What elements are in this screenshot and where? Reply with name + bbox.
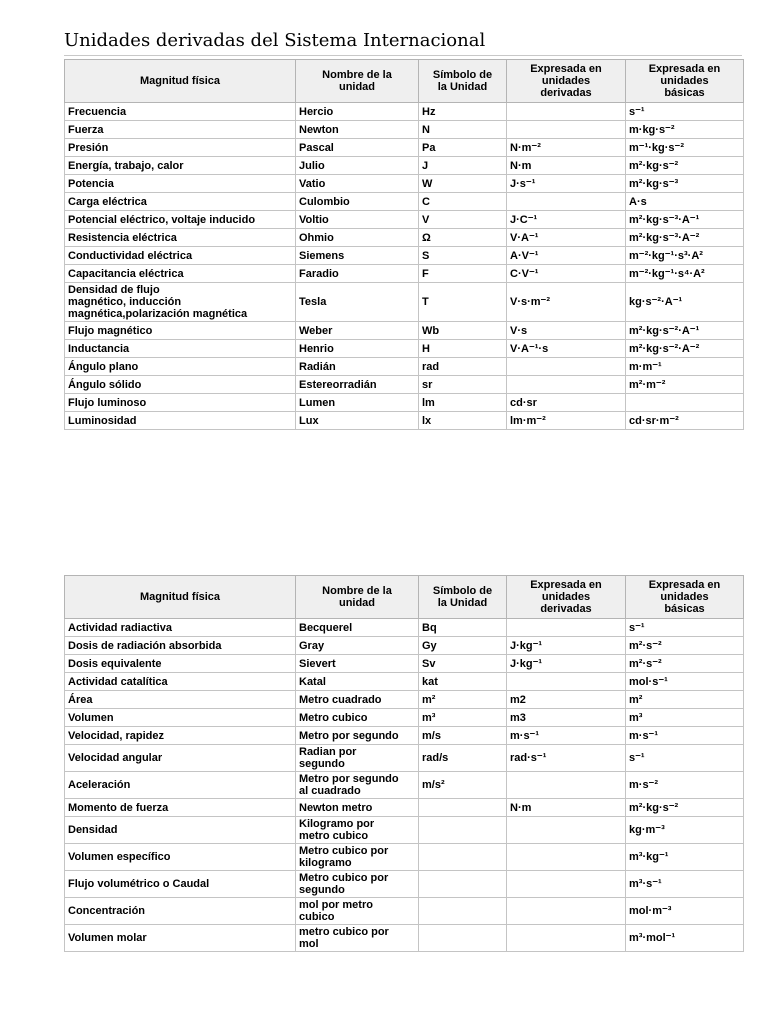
cell-derivadas (507, 619, 626, 637)
cell-nombre: Pascal (296, 139, 419, 157)
cell-simbolo: lx (419, 412, 507, 430)
cell-basicas: mol·m⁻³ (626, 898, 744, 925)
cell-derivadas: N·m⁻² (507, 139, 626, 157)
table-row (65, 709, 744, 727)
cell-derivadas: J·kg⁻¹ (507, 637, 626, 655)
cell-simbolo: rad/s (419, 745, 507, 772)
cell-basicas: s⁻¹ (626, 619, 744, 637)
cell-derivadas: m2 (507, 691, 626, 709)
cell-derivadas: N·m (507, 799, 626, 817)
cell-basicas: m²·kg·s⁻³ (626, 175, 744, 193)
cell-basicas: m²·kg·s⁻² (626, 157, 744, 175)
header-basicas (626, 576, 744, 619)
cell-basicas: cd·sr·m⁻² (626, 412, 744, 430)
header-basicas (626, 60, 744, 103)
cell-basicas: m²·s⁻² (626, 655, 744, 673)
cell-derivadas (507, 673, 626, 691)
cell-magnitud: Presión (65, 139, 296, 157)
cell-magnitud: Potencial eléctrico, voltaje inducido (65, 211, 296, 229)
cell-magnitud: Carga eléctrica (65, 193, 296, 211)
cell-simbolo: m/s² (419, 772, 507, 799)
table-header-row (65, 60, 744, 103)
header-nombre (296, 576, 419, 619)
table-row (65, 925, 744, 952)
table-row (65, 376, 744, 394)
cell-derivadas (507, 103, 626, 121)
cell-basicas: m·m⁻¹ (626, 358, 744, 376)
document-title: Unidades derivadas del Sistema Internacional (64, 30, 486, 51)
cell-magnitud: Flujo magnético (65, 322, 296, 340)
header-simbolo (419, 576, 507, 619)
header-label: Nombre de la unidad (322, 69, 392, 93)
cell-magnitud: Dosis equivalente (65, 655, 296, 673)
cell-nombre: Radian por segundo (296, 745, 419, 772)
cell-basicas: mol·s⁻¹ (626, 673, 744, 691)
cell-derivadas (507, 376, 626, 394)
cell-magnitud: Volumen (65, 709, 296, 727)
cell-basicas (626, 394, 744, 412)
cell-derivadas: V·s (507, 322, 626, 340)
cell-simbolo (419, 925, 507, 952)
cell-derivadas (507, 772, 626, 799)
cell-simbolo: H (419, 340, 507, 358)
header-label: Expresada en unidades derivadas (530, 579, 602, 615)
table-row (65, 394, 744, 412)
cell-magnitud: Potencia (65, 175, 296, 193)
cell-nombre: Ohmio (296, 229, 419, 247)
cell-derivadas: m3 (507, 709, 626, 727)
cell-derivadas (507, 898, 626, 925)
table-row (65, 322, 744, 340)
cell-nombre: Tesla (296, 283, 419, 322)
cell-magnitud: Fuerza (65, 121, 296, 139)
header-label: Expresada en unidades básicas (648, 579, 721, 615)
cell-simbolo: T (419, 283, 507, 322)
header-label: Símbolo de la Unidad (432, 69, 493, 93)
cell-nombre: Lumen (296, 394, 419, 412)
cell-simbolo: lm (419, 394, 507, 412)
cell-basicas: m²·m⁻² (626, 376, 744, 394)
cell-basicas: m²·kg·s⁻³·A⁻¹ (626, 211, 744, 229)
table-row (65, 898, 744, 925)
table-row (65, 193, 744, 211)
cell-simbolo: F (419, 265, 507, 283)
cell-simbolo: J (419, 157, 507, 175)
table-row (65, 211, 744, 229)
cell-basicas: s⁻¹ (626, 103, 744, 121)
table-header-row (65, 576, 744, 619)
derived-units-table-1 (64, 59, 744, 430)
cell-nombre: Newton metro (296, 799, 419, 817)
cell-derivadas: A·V⁻¹ (507, 247, 626, 265)
cell-magnitud: Actividad catalítica (65, 673, 296, 691)
cell-derivadas (507, 121, 626, 139)
cell-nombre: Radián (296, 358, 419, 376)
cell-nombre: Becquerel (296, 619, 419, 637)
cell-simbolo: Hz (419, 103, 507, 121)
cell-simbolo: Bq (419, 619, 507, 637)
table-row (65, 799, 744, 817)
cell-nombre: Culombio (296, 193, 419, 211)
cell-nombre: Voltio (296, 211, 419, 229)
cell-simbolo: Sv (419, 655, 507, 673)
cell-nombre: Katal (296, 673, 419, 691)
cell-basicas: m³ (626, 709, 744, 727)
cell-magnitud: Densidad de flujo magnético, inducción magnética,polarización magnética (65, 283, 296, 322)
table-row (65, 871, 744, 898)
table-row (65, 412, 744, 430)
cell-derivadas: V·A⁻¹ (507, 229, 626, 247)
cell-derivadas: J·kg⁻¹ (507, 655, 626, 673)
table-row (65, 229, 744, 247)
cell-basicas: m·s⁻¹ (626, 727, 744, 745)
cell-magnitud: Concentración (65, 898, 296, 925)
cell-basicas: m·s⁻² (626, 772, 744, 799)
cell-simbolo: m³ (419, 709, 507, 727)
cell-nombre: Metro por segundo al cuadrado (296, 772, 419, 799)
cell-magnitud: Momento de fuerza (65, 799, 296, 817)
cell-basicas: m⁻²·kg⁻¹·s³·A² (626, 247, 744, 265)
cell-nombre: Sievert (296, 655, 419, 673)
cell-derivadas: C·V⁻¹ (507, 265, 626, 283)
cell-simbolo: V (419, 211, 507, 229)
cell-magnitud: Densidad (65, 817, 296, 844)
cell-magnitud: Actividad radiactiva (65, 619, 296, 637)
cell-magnitud: Capacitancia eléctrica (65, 265, 296, 283)
cell-derivadas: J·C⁻¹ (507, 211, 626, 229)
cell-derivadas: m·s⁻¹ (507, 727, 626, 745)
cell-basicas: m²·kg·s⁻²·A⁻² (626, 340, 744, 358)
table-row (65, 157, 744, 175)
cell-simbolo: m/s (419, 727, 507, 745)
cell-nombre: Metro por segundo (296, 727, 419, 745)
cell-simbolo: kat (419, 673, 507, 691)
cell-magnitud: Velocidad, rapidez (65, 727, 296, 745)
cell-magnitud: Resistencia eléctrica (65, 229, 296, 247)
cell-nombre: Gray (296, 637, 419, 655)
cell-nombre: Vatio (296, 175, 419, 193)
table-row (65, 772, 744, 799)
cell-basicas: s⁻¹ (626, 745, 744, 772)
cell-derivadas (507, 817, 626, 844)
header-label: Símbolo de la Unidad (432, 585, 493, 609)
cell-magnitud: Energía, trabajo, calor (65, 157, 296, 175)
header-label: Magnitud física (139, 591, 221, 603)
title-divider (64, 55, 742, 56)
cell-simbolo: S (419, 247, 507, 265)
cell-basicas: m·kg·s⁻² (626, 121, 744, 139)
cell-simbolo: sr (419, 376, 507, 394)
cell-derivadas: V·s·m⁻² (507, 283, 626, 322)
cell-nombre: Faradio (296, 265, 419, 283)
derived-units-table-2 (64, 575, 744, 952)
cell-basicas: m² (626, 691, 744, 709)
table-row (65, 358, 744, 376)
header-label: Magnitud física (139, 75, 221, 87)
cell-simbolo (419, 817, 507, 844)
header-magnitud (65, 60, 296, 103)
cell-magnitud: Frecuencia (65, 103, 296, 121)
cell-simbolo: W (419, 175, 507, 193)
cell-basicas: A·s (626, 193, 744, 211)
cell-derivadas: rad·s⁻¹ (507, 745, 626, 772)
header-label: Expresada en unidades básicas (648, 63, 721, 99)
cell-derivadas (507, 925, 626, 952)
cell-derivadas: cd·sr (507, 394, 626, 412)
cell-basicas: kg·m⁻³ (626, 817, 744, 844)
cell-simbolo: Gy (419, 637, 507, 655)
table-row (65, 283, 744, 322)
cell-simbolo: C (419, 193, 507, 211)
cell-nombre: Julio (296, 157, 419, 175)
cell-magnitud: Ángulo plano (65, 358, 296, 376)
cell-magnitud: Flujo volumétrico o Caudal (65, 871, 296, 898)
cell-simbolo: Pa (419, 139, 507, 157)
header-derivadas (507, 576, 626, 619)
table-row (65, 637, 744, 655)
cell-nombre: Lux (296, 412, 419, 430)
cell-nombre: Kilogramo por metro cubico (296, 817, 419, 844)
cell-simbolo: Ω (419, 229, 507, 247)
cell-simbolo: Wb (419, 322, 507, 340)
cell-basicas: m²·kg·s⁻³·A⁻² (626, 229, 744, 247)
cell-basicas: m²·kg·s⁻² (626, 799, 744, 817)
cell-nombre: mol por metro cubico (296, 898, 419, 925)
cell-nombre: Metro cubico por kilogramo (296, 844, 419, 871)
cell-nombre: Metro cubico por segundo (296, 871, 419, 898)
header-label: Nombre de la unidad (322, 585, 392, 609)
cell-magnitud: Inductancia (65, 340, 296, 358)
cell-simbolo (419, 871, 507, 898)
cell-magnitud: Luminosidad (65, 412, 296, 430)
table-row (65, 727, 744, 745)
cell-basicas: m³·kg⁻¹ (626, 844, 744, 871)
cell-derivadas (507, 844, 626, 871)
header-derivadas (507, 60, 626, 103)
table-row (65, 340, 744, 358)
cell-basicas: m⁻²·kg⁻¹·s⁴·A² (626, 265, 744, 283)
header-simbolo (419, 60, 507, 103)
cell-derivadas (507, 871, 626, 898)
cell-nombre: Henrio (296, 340, 419, 358)
table-row (65, 175, 744, 193)
table-row (65, 844, 744, 871)
cell-simbolo: N (419, 121, 507, 139)
cell-derivadas: lm·m⁻² (507, 412, 626, 430)
cell-basicas: m²·kg·s⁻²·A⁻¹ (626, 322, 744, 340)
header-nombre (296, 60, 419, 103)
table-row (65, 691, 744, 709)
cell-basicas: kg·s⁻²·A⁻¹ (626, 283, 744, 322)
table-row (65, 817, 744, 844)
table-row (65, 103, 744, 121)
table-row (65, 619, 744, 637)
cell-magnitud: Ángulo sólido (65, 376, 296, 394)
cell-simbolo (419, 898, 507, 925)
cell-derivadas (507, 358, 626, 376)
cell-nombre: Metro cubico (296, 709, 419, 727)
cell-basicas: m²·s⁻² (626, 637, 744, 655)
cell-basicas: m³·s⁻¹ (626, 871, 744, 898)
header-magnitud (65, 576, 296, 619)
cell-magnitud: Conductividad eléctrica (65, 247, 296, 265)
cell-derivadas: V·A⁻¹·s (507, 340, 626, 358)
cell-basicas: m⁻¹·kg·s⁻² (626, 139, 744, 157)
cell-nombre: Weber (296, 322, 419, 340)
cell-nombre: Newton (296, 121, 419, 139)
cell-basicas: m³·mol⁻¹ (626, 925, 744, 952)
cell-simbolo: m² (419, 691, 507, 709)
cell-magnitud: Velocidad angular (65, 745, 296, 772)
cell-magnitud: Aceleración (65, 772, 296, 799)
cell-derivadas (507, 193, 626, 211)
table-row (65, 121, 744, 139)
cell-derivadas: N·m (507, 157, 626, 175)
table-row (65, 655, 744, 673)
cell-nombre: Hercio (296, 103, 419, 121)
cell-derivadas: J·s⁻¹ (507, 175, 626, 193)
table-row (65, 745, 744, 772)
cell-nombre: Metro cuadrado (296, 691, 419, 709)
cell-magnitud: Volumen molar (65, 925, 296, 952)
table-row (65, 673, 744, 691)
cell-magnitud: Flujo luminoso (65, 394, 296, 412)
cell-magnitud: Dosis de radiación absorbida (65, 637, 296, 655)
cell-magnitud: Área (65, 691, 296, 709)
cell-simbolo (419, 844, 507, 871)
table-row (65, 265, 744, 283)
cell-nombre: Siemens (296, 247, 419, 265)
cell-nombre: Estereorradián (296, 376, 419, 394)
cell-nombre: metro cubico por mol (296, 925, 419, 952)
cell-simbolo (419, 799, 507, 817)
header-label: Expresada en unidades derivadas (530, 63, 602, 99)
table-row (65, 139, 744, 157)
table-row (65, 247, 744, 265)
cell-simbolo: rad (419, 358, 507, 376)
cell-magnitud: Volumen específico (65, 844, 296, 871)
